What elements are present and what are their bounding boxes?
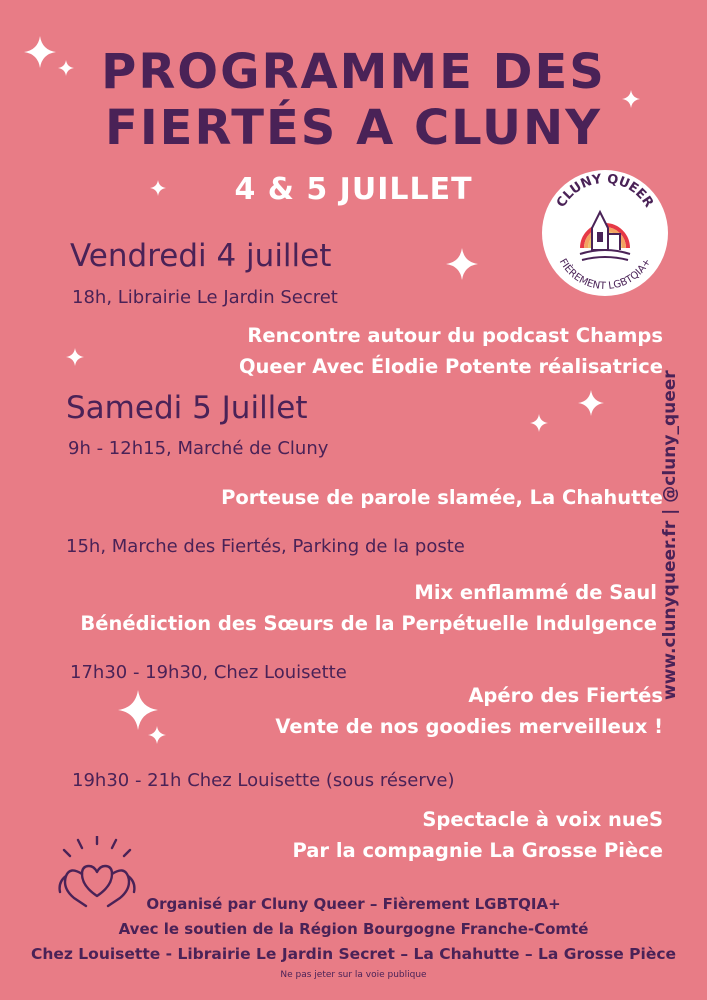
- slot-saturday-2: 15h, Marche des Fiertés, Parking de la poste: [66, 536, 465, 557]
- event-saturday-4-line-2: Par la compagnie La Grosse Pièce: [292, 839, 663, 863]
- slot-friday: 18h, Librairie Le Jardin Secret: [72, 287, 338, 308]
- sparkle-star-icon: [446, 248, 478, 280]
- event-friday-line-1: Rencontre autour du podcast Champs: [247, 324, 663, 347]
- footer-disclaimer: Ne pas jeter sur la voie publique: [280, 970, 427, 980]
- event-saturday-2-line-2: Bénédiction des Sœurs de la Perpétuelle Indulgence: [80, 612, 657, 636]
- event-saturday-3-line-2: Vente de nos goodies merveilleux !: [275, 715, 663, 739]
- logo-top-text: CLUNY QUEER: [553, 171, 657, 211]
- slot-saturday-4: 19h30 - 21h Chez Louisette (sous réserve): [72, 770, 455, 791]
- cluny-queer-logo: [540, 168, 670, 298]
- event-saturday-3: [275, 680, 663, 742]
- event-saturday-2: [80, 577, 657, 639]
- sparkle-star-icon: [66, 348, 84, 366]
- footer-partners: Chez Louisette - Librairie Le Jardin Secret – La Chahutte – La Grosse Pièce: [30, 945, 677, 963]
- event-saturday-1: Porteuse de parole slamée, La Chahutte: [221, 486, 663, 509]
- sparkle-star-icon: [530, 414, 548, 432]
- event-saturday-4-line-1: Spectacle à voix nueS: [422, 808, 663, 831]
- title-line-2: FIERTÉS A CLUNY: [105, 100, 602, 156]
- event-dates: 4 & 5 JUILLET: [234, 172, 473, 207]
- website-social-handle: www.clunyqueer.fr | @cluny_queer: [660, 370, 680, 700]
- slot-saturday-3: 17h30 - 19h30, Chez Louisette: [70, 662, 347, 683]
- logo-bottom-text: FIÈREMENT LGBTQIA+: [556, 256, 654, 293]
- event-saturday-3-line-1: Apéro des Fiertés: [468, 684, 663, 707]
- slot-saturday-1: 9h - 12h15, Marché de Cluny: [68, 438, 329, 459]
- event-friday-line-2: Queer Avec Élodie Potente réalisatrice: [238, 355, 663, 379]
- event-saturday-4: [293, 804, 664, 866]
- footer-support: Avec le soutien de la Région Bourgogne Franche-Comté: [118, 920, 589, 938]
- event-friday: [239, 320, 663, 382]
- day-heading-friday: Vendredi 4 juillet: [70, 238, 332, 274]
- sparkle-star-icon: [148, 726, 166, 744]
- sparkle-star-icon: [118, 690, 158, 730]
- event-saturday-2-line-1: Mix enflammé de Saul: [414, 581, 657, 604]
- title-line-1: PROGRAMME DES: [101, 44, 606, 100]
- sparkle-star-icon: [578, 390, 604, 416]
- footer-organizer: Organisé par Cluny Queer – Fièrement LGBTQIA+: [146, 895, 561, 913]
- day-heading-saturday: Samedi 5 Juillet: [66, 390, 308, 426]
